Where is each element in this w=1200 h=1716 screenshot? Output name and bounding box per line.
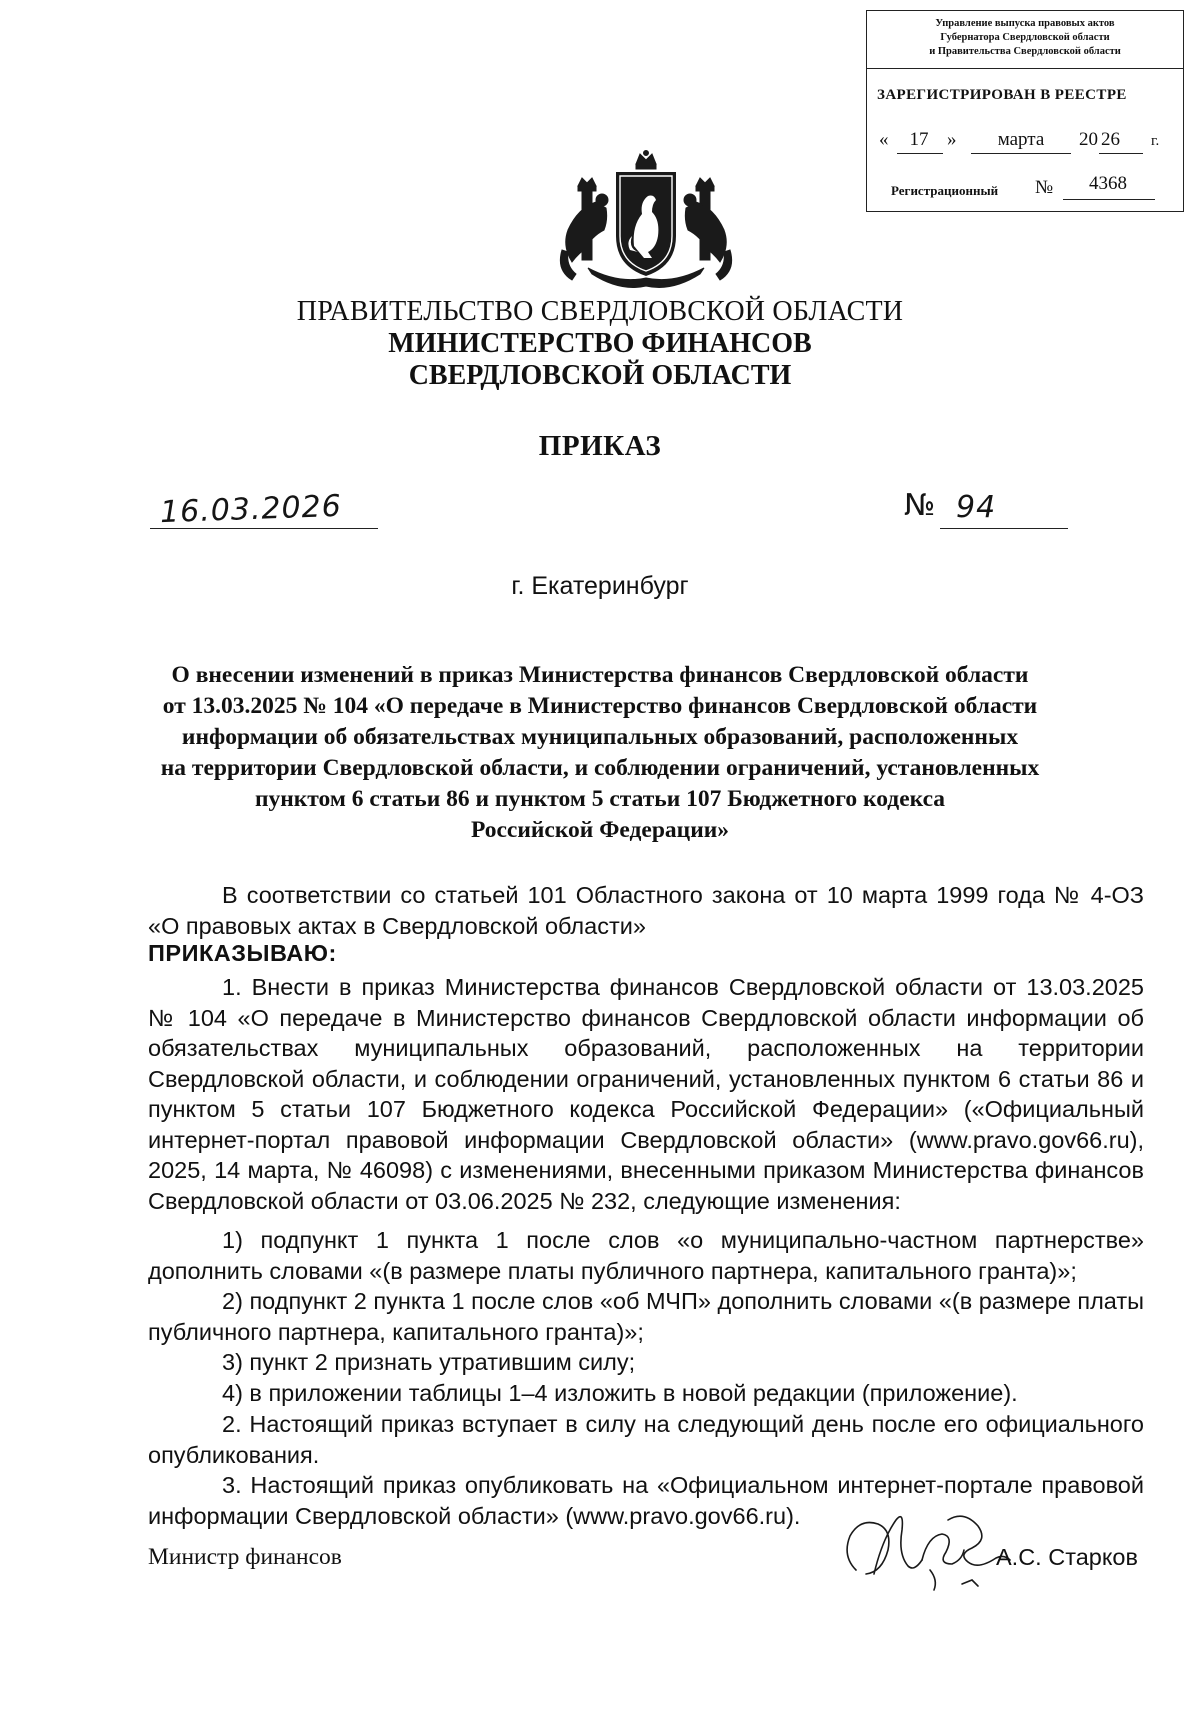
subject-line: на территории Свердловской области, и соблюдении ограничений, установленных [160, 755, 1040, 781]
stamp-header-line: Губернатора Свердловской области [940, 32, 1110, 43]
order-subject [140, 660, 1060, 846]
stamp-number-underline [1063, 199, 1155, 200]
command-label: ПРИКАЗЫВАЮ: [148, 940, 337, 966]
subject-line: О внесении изменений в приказ Министерства финансов Свердловской области [171, 662, 1029, 688]
document-type: ПРИКАЗ [538, 430, 662, 462]
order-date-underline [150, 528, 378, 529]
ministry-title-line2: СВЕРДЛОВСКОЙ ОБЛАСТИ [408, 360, 792, 391]
ministry-title-line1: МИНИСТЕРСТВО ФИНАНСОВ [388, 328, 812, 359]
stamp-date-close-quote: » [947, 129, 957, 150]
subject-line: Российской Федерации» [470, 817, 730, 843]
stamp-month: марта [997, 129, 1045, 150]
item-3-paragraph: 3. Настоящий приказ опубликовать на «Официальном интернет-портале правовой информации Свердловской области» (www.pravo.gov66.ru). [148, 1472, 1144, 1529]
order-date: 16.03.2026 [159, 488, 343, 531]
preamble-paragraph: В соответствии со статьей 101 Областного закона от 10 марта 1999 года № 4-ОЗ «О правовых актах в Свердловской области» [148, 882, 1144, 939]
stamp-header-line: Управление выпуска правовых актов [935, 18, 1115, 29]
stamp-registered-label: ЗАРЕГИСТРИРОВАН В РЕЕСТРЕ [877, 87, 1127, 103]
stamp-month-underline [971, 153, 1071, 154]
subitem-3-paragraph: 3) пункт 2 признать утратившим силу; [222, 1349, 636, 1375]
subject-line: информации об обязательствах муниципальных образований, расположенных [181, 724, 1019, 750]
stamp-date-open-quote: « [879, 129, 889, 150]
order-number: 94 [956, 490, 997, 525]
registration-stamp [866, 10, 1184, 212]
subitem-2-paragraph: 2) подпункт 2 пункта 1 после слов «об МЧП» дополнить словами «(в размере платы публичного партнера, капитального гранта)»; [148, 1288, 1144, 1345]
stamp-header [867, 11, 1183, 69]
handwritten-signature [838, 1500, 1018, 1592]
item-2-paragraph: 2. Настоящий приказ вступает в силу на следующий день после его официального опубликования. [148, 1411, 1144, 1468]
coat-of-arms-icon [548, 150, 744, 292]
stamp-year-suffix: 26 [1101, 129, 1120, 150]
stamp-number-sign: № [1035, 177, 1054, 198]
stamp-day: 17 [909, 129, 929, 150]
stamp-reg-number: 4368 [1089, 173, 1127, 194]
order-number-sign: № [904, 488, 937, 523]
stamp-header-line: и Правительства Свердловской области [929, 46, 1121, 57]
stamp-reg-number-label: Регистрационный [891, 183, 999, 198]
city: г. Екатеринбург [511, 572, 689, 600]
item-1-paragraph: 1. Внести в приказ Министерства финансов Свердловской области от 13.03.2025 № 104 «О передаче в Министерство финансов Свердловской области информации об обязательствах муниципальных образований, расположенных на территории Свердловской области, и соблюдении ограничений, установленных пунктом 6 статьи 86 и пунктом 5 статьи 107 Бюджетного кодекса Российской Федерации» («Официальный интернет-портал правовой информации Свердловской области» (www.pravo.gov66.ru), 2025, 14 марта, № 46098) с изменениями, внесенными приказом Министерства финансов Свердловской области от 03.06.2025 № 232, следующие изменения: [148, 974, 1144, 1214]
order-number-underline [940, 528, 1068, 529]
signer-name: А.С. Старков [996, 1544, 1138, 1570]
stamp-day-underline [897, 153, 943, 154]
subitem-1-paragraph: 1) подпункт 1 пункта 1 после слов «о муниципально-частном партнерстве» дополнить словами «(в размере платы публичного партнера, капитального гранта)»; [148, 1227, 1144, 1284]
stamp-year-underline [1099, 153, 1143, 154]
subject-line: от 13.03.2025 № 104 «О передаче в Министерство финансов Свердловской области [162, 693, 1038, 719]
signer-position: Министр финансов [148, 1544, 342, 1570]
stamp-year-abbr: г. [1151, 133, 1160, 149]
stamp-year-prefix: 20 [1079, 129, 1098, 150]
stamp-date [877, 129, 1177, 153]
government-title: ПРАВИТЕЛЬСТВО СВЕРДЛОВСКОЙ ОБЛАСТИ [296, 296, 904, 327]
subject-line: пунктом 6 статьи 86 и пунктом 5 статьи 107 Бюджетного кодекса [254, 786, 946, 812]
subitem-4-paragraph: 4) в приложении таблицы 1–4 изложить в новой редакции (приложение). [222, 1380, 1018, 1406]
